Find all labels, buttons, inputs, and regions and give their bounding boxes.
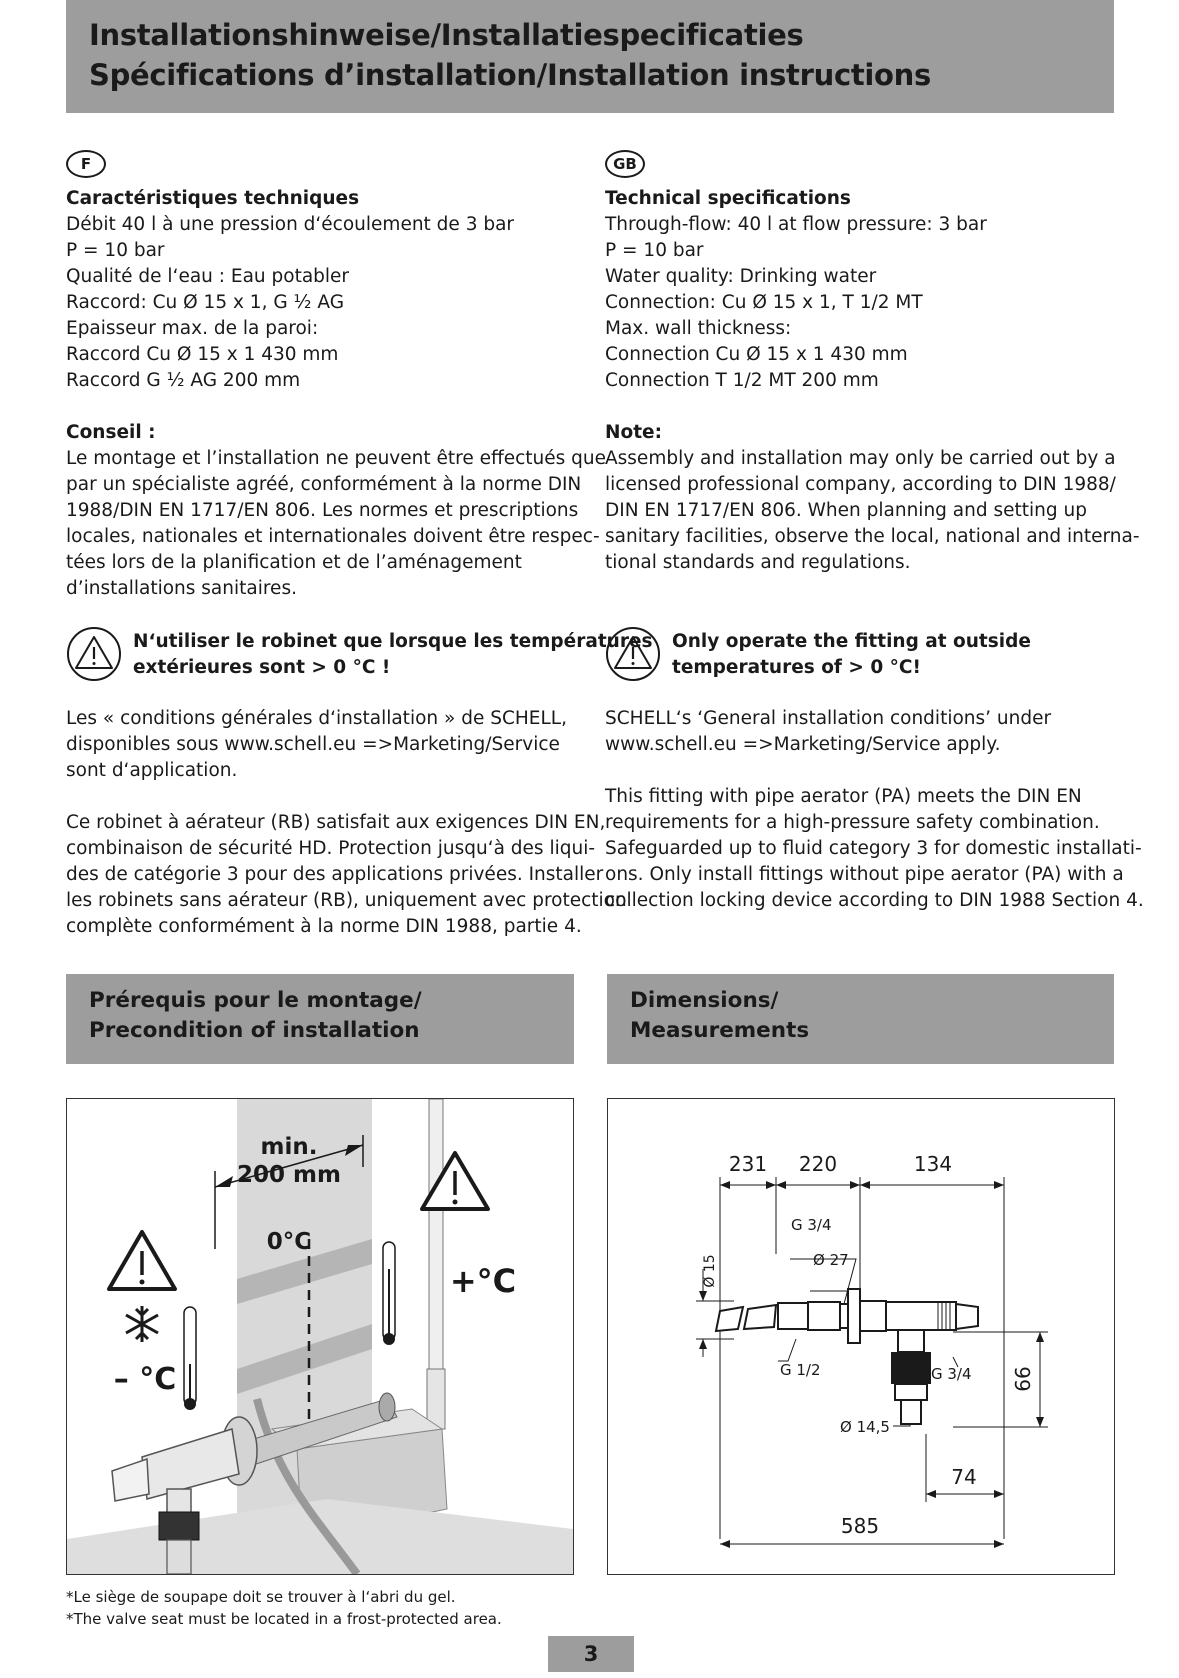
warning-icon [605,626,661,682]
gb-spec-line: Connection T 1/2 MT 200 mm [605,370,879,391]
fr-note-line: locales, nationales et internationales doivent être respec- [66,526,600,547]
warning-icon [66,626,122,682]
thermometer-icon [383,1242,395,1345]
label-g12: G 1/2 [780,1361,821,1379]
gb-aerator-line: ons. Only install fittings without pipe aerator (PA) with a [605,864,1124,885]
gb-warning-line: temperatures of > 0 °C! [672,657,921,678]
header-title-line-2: Spécifications d’installation/Installation instructions [89,58,931,92]
gb-warning-line: Only operate the fitting at outside [672,631,1031,652]
section-bar-dimensions [607,974,1114,1064]
gb-note-line: licensed professional company, according to DIN 1988/ [605,474,1116,495]
gb-spec-line: Connection: Cu Ø 15 x 1, T 1/2 MT [605,292,923,313]
section-title-line: Precondition of installation [89,1018,420,1043]
fr-note-line: tées lors de la planification et de l’aménagement [66,552,522,573]
section-title-line: Prérequis pour le montage/ [89,988,422,1013]
fr-aerator-line: des de catégorie 3 pour des applications privées. Installer [66,864,604,885]
gb-note-line: Assembly and installation may only be carried out by a [605,448,1116,469]
valve-drawing [716,1289,978,1424]
dimensions-figure [607,1098,1115,1575]
gb-spec-line: Water quality: Drinking water [605,266,877,287]
warning-triangle-icon [109,1232,175,1289]
fr-aerator-line: combinaison de sécurité HD. Protection jusqu‘à des liqui- [66,838,596,859]
fr-spec-line: P = 10 bar [66,240,165,261]
page-number: 3 [548,1636,634,1672]
page-header [66,0,1114,113]
fr-note-line: 1988/DIN EN 1717/EN 806. Les normes et prescriptions [66,500,579,521]
lang-badge-gb: GB [605,150,645,178]
fr-note-line: Le montage et l’installation ne peuvent être effectués que [66,448,607,469]
fr-spec-line: Raccord: Cu Ø 15 x 1, G ½ AG [66,292,345,313]
plus-temp-label: +°C [449,1262,517,1300]
dim-231: 231 [728,1152,768,1176]
gb-aerator-line: collection locking device according to DIN 1988 Section 4. [605,890,1144,911]
gb-spec-line: Through-flow: 40 l at flow pressure: 3 bar [605,214,987,235]
fr-aerator-line: les robinets sans aérateur (RB), uniquement avec protection [66,890,627,911]
dim-74: 74 [951,1465,977,1489]
snowflake-icon [126,1306,158,1342]
label-g34-top: G 3/4 [791,1216,832,1234]
gb-spec-line: Max. wall thickness: [605,318,792,339]
minus-temp-label: – °C [113,1362,177,1397]
fr-conditions-line: disponibles sous www.schell.eu =>Marketing/Service [66,734,560,755]
gb-conditions-line: www.schell.eu =>Marketing/Service apply. [605,734,1001,755]
dim-585: 585 [840,1514,880,1538]
gb-aerator-line: This fitting with pipe aerator (PA) meets the DIN EN [605,786,1082,807]
fr-spec-title: Caractéristiques techniques [66,188,360,209]
fr-note-line: d’installations sanitaires. [66,578,297,599]
gb-spec-line: Connection Cu Ø 15 x 1 430 mm [605,344,908,365]
fr-conditions-line: Les « conditions générales d‘installation » de SCHELL, [66,708,567,729]
gb-aerator-line: requirements for a high-pressure safety combination. [605,812,1100,833]
gb-column [605,186,1140,576]
fr-spec-line: Débit 40 l à une pression d‘écoulement de 3 bar [66,214,515,235]
fr-conditions [66,706,627,940]
fr-spec-line: Epaisseur max. de la paroi: [66,318,319,339]
thermometer-icon [184,1307,196,1410]
label-d14-5: Ø 14,5 [840,1418,890,1436]
gb-note-title: Note: [605,422,662,443]
section-title-line: Dimensions/ [630,988,779,1013]
section-title-line: Measurements [630,1018,810,1043]
gb-spec-title: Technical specifications [605,188,851,209]
fr-spec-line: Raccord Cu Ø 15 x 1 430 mm [66,344,339,365]
footnote-gb: *The valve seat must be located in a frost-protected area. [66,1610,502,1628]
fr-spec-line: Raccord G ½ AG 200 mm [66,370,301,391]
lang-badge-fr: F [66,150,106,178]
gb-note-line: DIN EN 1717/EN 806. When planning and setting up [605,500,1087,521]
fr-warning-line: N‘utiliser le robinet que lorsque les températures [133,631,653,652]
zero-degree-label: 0°C [266,1229,312,1255]
fr-warning-text [133,629,653,681]
wall-thickness-label: 200 mm [237,1162,341,1188]
gb-note-line: sanitary facilities, observe the local, national and interna- [605,526,1140,547]
fr-column [66,186,607,602]
dim-220: 220 [798,1152,838,1176]
gb-aerator-line: Safeguarded up to fluid category 3 for domestic installati- [605,838,1142,859]
footnote-fr: *Le siège de soupape doit se trouver à l‘abri du gel. [66,1588,456,1606]
gb-conditions [605,706,1144,914]
fr-note-title: Conseil : [66,422,156,443]
gb-spec-line: P = 10 bar [605,240,704,261]
fr-conditions-line: sont d‘application. [66,760,238,781]
fr-aerator-line: Ce robinet à aérateur (RB) satisfait aux exigences DIN EN, [66,812,606,833]
gb-note-line: tional standards and regulations. [605,552,911,573]
min-label: min. [260,1134,318,1160]
header-title-line-1: Installationshinweise/Installatiespecificaties [89,18,804,52]
label-d15: Ø 15 [702,1254,718,1288]
fr-warning-line: extérieures sont > 0 °C ! [133,657,391,678]
label-g34-side: G 3/4 [931,1365,972,1383]
fr-aerator-line: complète conformément à la norme DIN 1988, partie 4. [66,916,582,937]
dim-66: 66 [1011,1366,1035,1392]
section-bar-precondition [66,974,574,1064]
installation-figure [66,1098,574,1575]
gb-warning-text [672,629,1031,681]
fr-note-line: par un spécialiste agréé, conformément à la norme DIN [66,474,582,495]
floor [67,1499,573,1574]
label-d27: Ø 27 [813,1251,849,1269]
fr-spec-line: Qualité de l‘eau : Eau potabler [66,266,350,287]
dim-134: 134 [913,1152,953,1176]
gb-conditions-line: SCHELL‘s ‘General installation conditions’ under [605,708,1052,729]
